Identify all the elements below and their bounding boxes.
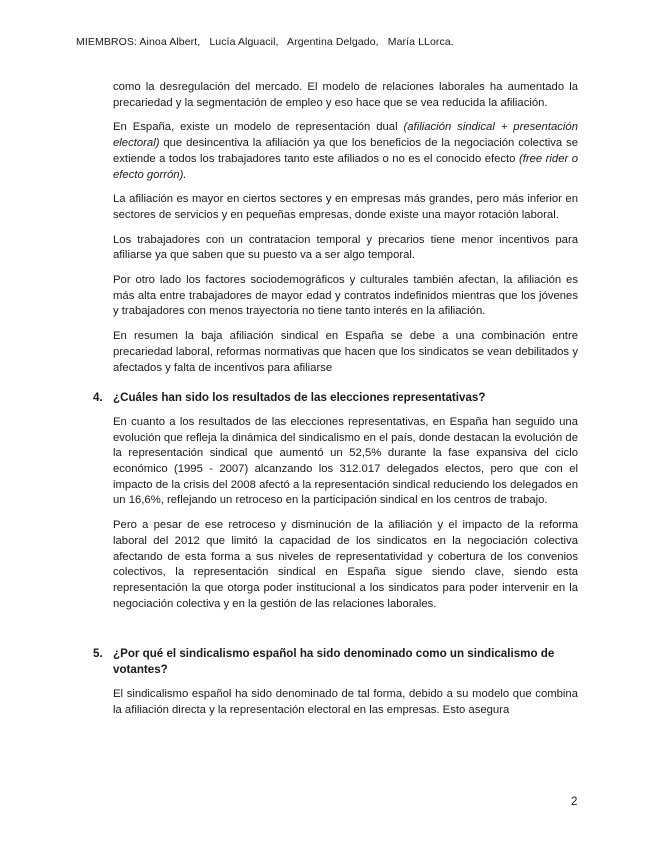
paragraph-deregulation: como la desregulación del mercado. El modelo de relaciones laborales ha aumentado la precariedad y la segmentación de empleo y eso hace que se vea reducida la afiliación. bbox=[113, 81, 578, 109]
question-5-heading bbox=[93, 646, 578, 677]
question-number: 5. bbox=[93, 647, 103, 661]
question-number: 4. bbox=[93, 391, 103, 405]
paragraph-summary: En resumen la baja afiliación sindical en España se debe a una combinación entre precariedad laboral, reformas normativas que hacen que los sindicatos se vean debilitados y afectados y falta de incentivos para afiliarse bbox=[113, 330, 578, 374]
paragraph-temporary-workers: Los trabajadores con un contratacion temporal y precarios tiene menor incentivos para afiliarse ya que saben que su puesto va a ser algo temporal. bbox=[113, 233, 578, 262]
paragraph-sociodemographic: Por otro lado los factores sociodemográficos y culturales también afectan, la afiliación es más alta entre trabajadores de mayor edad y contratos indefinidos mientras que los jóvenes y trabajadores con menos trayectoria no tiene tanto interés en la afiliación. bbox=[113, 274, 578, 318]
paragraph-reform-2012: Pero a pesar de ese retroceso y disminución de la afiliación y el impacto de la reforma laboral del 2012 que limitó la capacidad de los sindicatos en la negociación colectiva afectando de esta forma a sus niveles de representatividad y cobertura de los convenios colectivos, la representación sindical en España sigue siendo clave, siendo esta representación la que otorga poder institucional a los sindicatos para poder intervenir en la negociación colectiva y en la gestión de las relaciones laborales. bbox=[113, 519, 578, 610]
italic-span: (free rider o efecto gorrón). bbox=[113, 152, 579, 181]
text-span: que desincentiva la afiliación ya que los beneficios de la negociación colectiva se extiende a todos los trabajadores tanto este afiliados o no es el conocido efecto bbox=[113, 137, 578, 165]
question-text: ¿Por qué el sindicalismo español ha sido denominado como un sindicalismo de votantes? bbox=[113, 647, 555, 677]
page-content bbox=[93, 80, 579, 727]
page-number: 2 bbox=[571, 796, 578, 808]
question-4-heading bbox=[93, 390, 578, 406]
paragraph-dual-model bbox=[113, 120, 578, 183]
text-span: En España, existe un modelo de representación dual bbox=[113, 121, 404, 134]
paragraph-sectors: La afiliación es mayor en ciertos sectores y en empresas más grandes, pero más inferior en sectores de servicios y en pequeñas empresas, donde existe una mayor rotación laboral. bbox=[113, 193, 578, 221]
paragraph-election-results: En cuanto a los resultados de las elecciones representativas, en España han seguido una evolución que refleja la dinámica del sindicalismo en el país, donde destacan la evolución de la representación sindical que aumentó un 52,5% durante la fase expansiva del ciclo económico (1995 - 2007) alcanzando los 312.017 delegados electos, pero que con el impacto de la crisis del 2008 afectó a la representación sindical reduciendo los delegados en un 16,6%, reflejando un retroceso en la participación sindical en los centros de trabajo. bbox=[113, 415, 578, 507]
question-text: ¿Cuáles han sido los resultados de las elecciones representativas? bbox=[113, 391, 486, 405]
paragraph-voters-union: El sindicalismo español ha sido denominado de tal forma, debido a su modelo que combina la afiliación directa y la representación electoral en las empresas. Esto asegura bbox=[113, 687, 578, 716]
members-header: MIEMBROS: Ainoa Albert, Lucía Alguacil, Argentina Delgado, María LLorca. bbox=[76, 36, 454, 48]
italic-span: (afiliación sindical + presentación electoral) bbox=[113, 121, 578, 150]
